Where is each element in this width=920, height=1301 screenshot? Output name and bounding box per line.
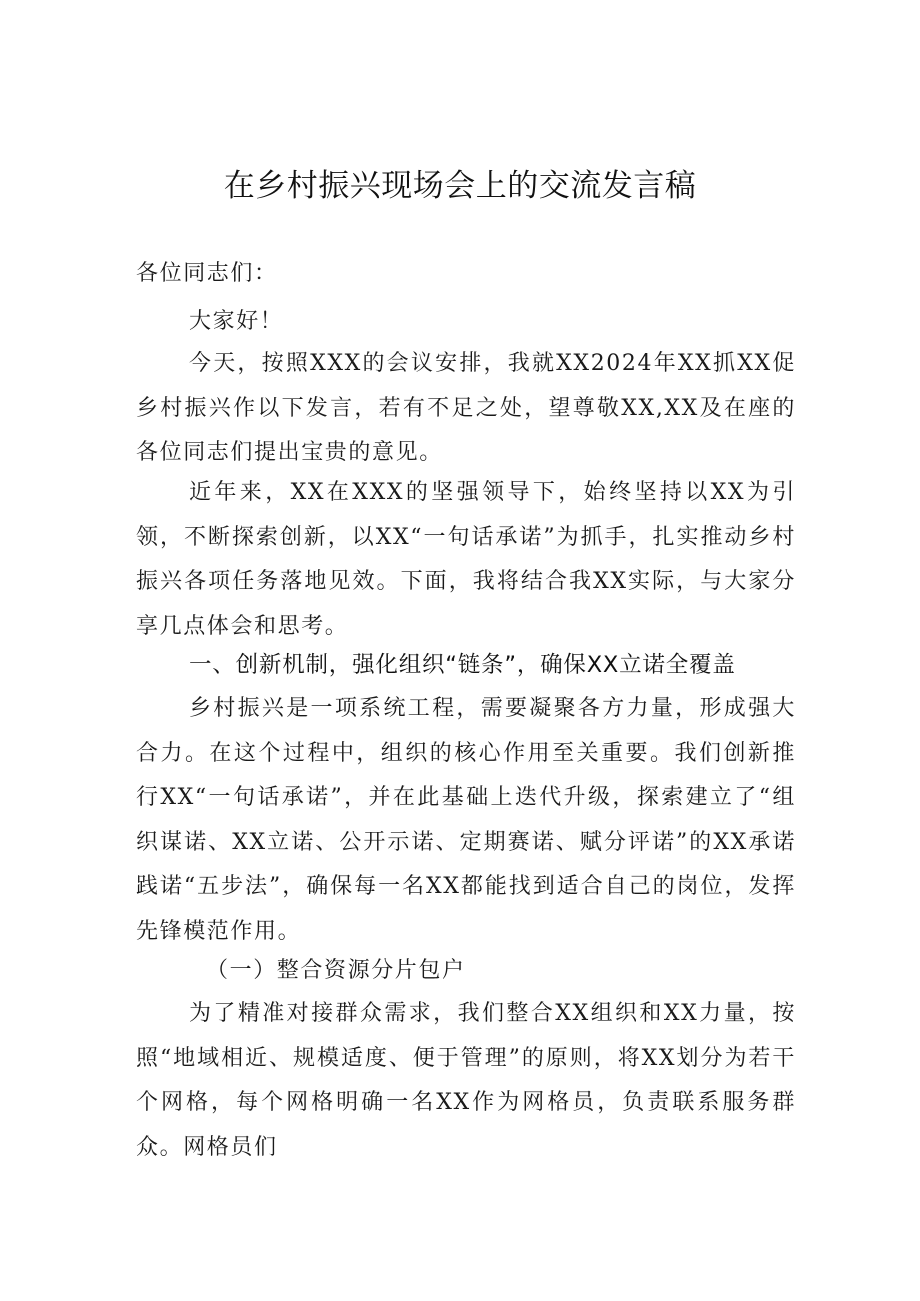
- document-title: 在乡村振兴现场会上的交流发言稿: [223, 168, 697, 204]
- paragraph-meeting-intro: 今天，按照XXX的会议安排，我就XX2024年XX抓XX促乡村振兴作以下发言，若有不足之处，望尊敬XX,XX及在座的各位同志们提出宝贵的意见。: [136, 351, 796, 465]
- subheading: （一）整合资源分片包户: [206, 958, 466, 983]
- paragraph-subsection: 为了精准对接群众需求，我们整合XX组织和XX力量，按照“地域相近、规模适度、便于管理”的原则，将XX划分为若干个网格，每个网格明确一名XX作为网格员，负责联系服务群众。网格员们: [136, 1001, 796, 1160]
- greeting: 大家好！: [189, 309, 284, 334]
- section-heading: 一、创新机制，强化组织“链条”，确保XX立诺全覆盖: [189, 652, 736, 678]
- paragraph-section-one: 乡村振兴是一项系统工程，需要凝聚各方力量，形成强大合力。在这个过程中，组织的核心作用至关重要。我们创新推行XX“一句话承诺”，并在此基础上迭代升级，探索建立了“组织谋诺、XX立诺、公开示诺、定期赛诺、赋分评诺”的XX承诺践诺“五步法”，确保每一名XX都能找到适合自己的岗位，发挥先锋模范作用。: [136, 696, 796, 944]
- salutation: 各位同志们：: [136, 261, 278, 286]
- paragraph-background: 近年来，XX在XXX的坚强领导下，始终坚持以XX为引领，不断探索创新，以XX“一句话承诺”为抓手，扎实推动乡村振兴各项任务落地见效。下面，我将结合我XX实际，与大家分享几点体会和思考。: [136, 480, 796, 639]
